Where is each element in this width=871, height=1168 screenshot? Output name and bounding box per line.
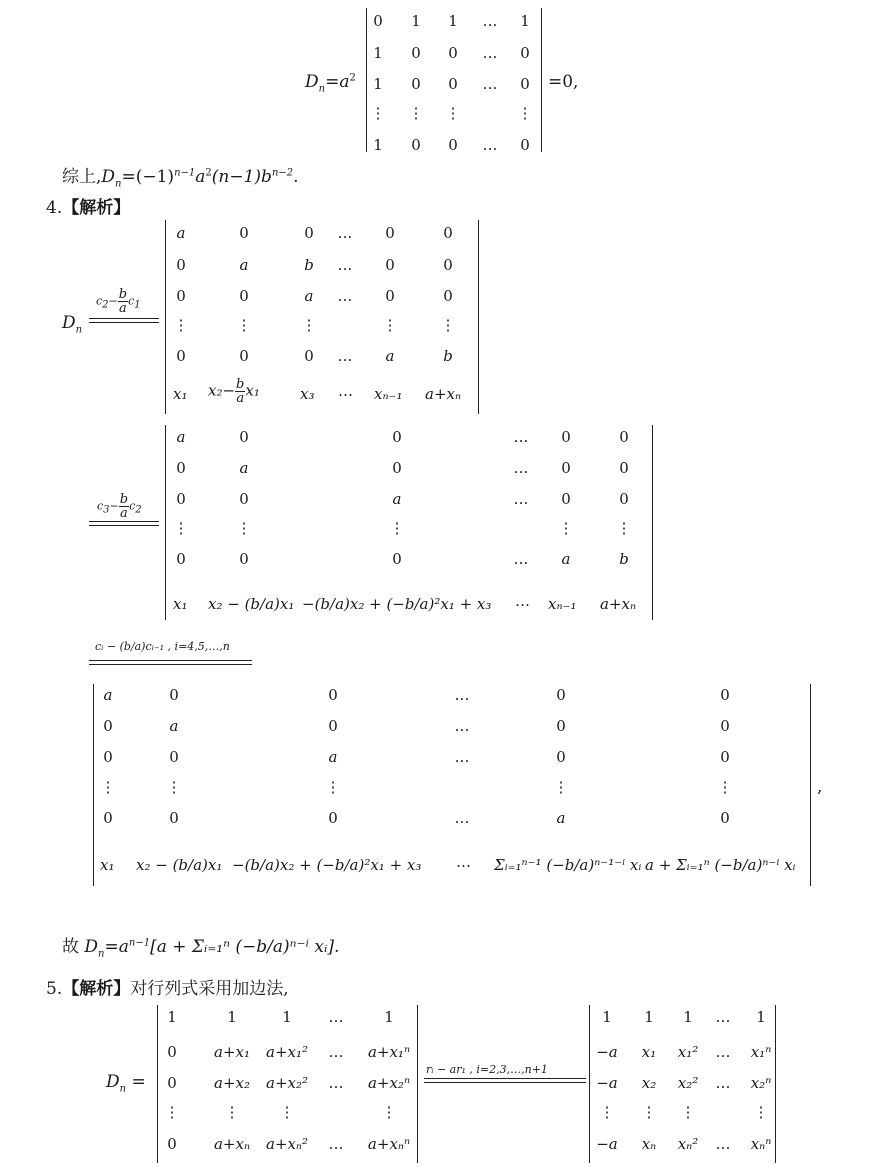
m2-cell: 0 xyxy=(176,490,186,508)
m2-cell: 0 xyxy=(239,428,249,446)
m3-bar-right xyxy=(810,684,811,886)
m4-bar-right xyxy=(417,1005,418,1163)
summary-line: 综上$,D_n=(-1)^{n-1}a^2(n-1)b^{n-2}$. xyxy=(62,167,299,190)
m3-cell: 0 xyxy=(556,686,566,704)
m1-cell: 0 xyxy=(443,287,453,305)
m4b-cell: x₁² xyxy=(677,1043,699,1061)
det-bar-right xyxy=(541,8,542,152)
m4b-cell: xₙⁿ xyxy=(750,1135,772,1153)
m1-cell: a xyxy=(385,347,395,365)
m1-cell: ⋮ xyxy=(236,316,252,334)
m3-cell: 0 xyxy=(556,717,566,735)
eq1-cell: 1 xyxy=(448,12,458,30)
m1-cell: b xyxy=(443,347,453,365)
m2-last-c3: −(b/a)x₂ + (−b/a)²x₁ + x₃ xyxy=(302,595,492,613)
m2-last-c4: … xyxy=(515,592,530,610)
result-line: 故 $D_n=a^{n-1}[a$ + Σᵢ₌₁ⁿ (−b/a)ⁿ⁻ⁱ xᵢ]. xyxy=(62,937,340,960)
m4b-bar-left xyxy=(589,1005,590,1163)
eq1-cell: 0 xyxy=(411,44,421,62)
m1-cell: 0 xyxy=(176,287,186,305)
m3-cell: 0 xyxy=(556,748,566,766)
eq1-cell: 1 xyxy=(373,44,383,62)
m2-cell: a xyxy=(176,428,186,446)
eq1-cell: 0 xyxy=(411,75,421,93)
m4-cell: 1 xyxy=(384,1008,394,1026)
eq1-cell: … xyxy=(482,75,498,93)
eq1-cell: 0 xyxy=(520,75,530,93)
eq1-cell: … xyxy=(482,12,498,30)
m4b-cell: −a xyxy=(596,1074,618,1092)
m1-cell: ⋮ xyxy=(173,316,189,334)
m4b-bar-right xyxy=(775,1005,776,1163)
m1-cell: a xyxy=(239,256,249,274)
m1-eq-bar xyxy=(89,318,159,323)
eq1-cell: 0 xyxy=(411,136,421,154)
m2-last-c6: a+xₙ xyxy=(600,595,637,613)
m4b-cell: ⋮ xyxy=(641,1103,657,1121)
m1-lhs: $D_n$ xyxy=(62,313,83,336)
m1-cell: b xyxy=(304,256,314,274)
m3-cell: 0 xyxy=(720,686,730,704)
m4-cell: 0 xyxy=(167,1074,177,1092)
m3-bar-left xyxy=(93,684,94,886)
m4-cell: a+x₁ⁿ xyxy=(367,1043,411,1061)
m3-cell: 0 xyxy=(328,717,338,735)
m4b-cell: … xyxy=(715,1135,731,1153)
m3-cell: 0 xyxy=(720,748,730,766)
m3-cell: 0 xyxy=(103,809,113,827)
m3-cell: ⋮ xyxy=(166,778,182,796)
m4-cell: a+x₂ xyxy=(214,1074,250,1092)
m2-cell: 0 xyxy=(619,428,629,446)
m2-last-c5: xₙ₋₁ xyxy=(548,595,577,613)
m1-cell: … xyxy=(337,347,353,365)
m4-cell: a+x₂ⁿ xyxy=(367,1074,411,1092)
m3-eq-bar xyxy=(89,660,252,665)
m1-bar-right xyxy=(478,220,479,414)
m4-cell: a+x₁ xyxy=(214,1043,250,1061)
eq1-cell: 0 xyxy=(373,12,383,30)
m1-cell: … xyxy=(337,224,353,242)
m4-cell: … xyxy=(328,1135,344,1153)
m4b-cell: ⋮ xyxy=(753,1103,769,1121)
m4-cell: a+x₁² xyxy=(266,1043,308,1061)
m3-cell: a xyxy=(328,748,338,766)
m4-cell: ⋮ xyxy=(164,1103,180,1121)
m2-last-c1: x₁ xyxy=(173,595,188,613)
m3-cell: … xyxy=(454,748,470,766)
m4b-cell: x₁ xyxy=(641,1043,657,1061)
eq1-cell: 1 xyxy=(411,12,421,30)
det-bar-left xyxy=(366,8,367,152)
m3-cell: 0 xyxy=(720,717,730,735)
m2-cell: 0 xyxy=(176,459,186,477)
m2-cell: 0 xyxy=(239,490,249,508)
m1-cell: 0 xyxy=(176,256,186,274)
m4-cell: ⋮ xyxy=(224,1103,240,1121)
m4-cell: 1 xyxy=(227,1008,237,1026)
m2-cell: b xyxy=(619,550,629,568)
m2-last-c2: x₂ − (b/a)x₁ xyxy=(208,595,295,613)
eq1-cell: 1 xyxy=(373,75,383,93)
m2-bar-right xyxy=(652,425,653,620)
m4-cell: 0 xyxy=(167,1043,177,1061)
eq1-cell: ⋮ xyxy=(445,104,461,122)
m2-cell: ⋮ xyxy=(173,519,189,537)
eq1-cell: 0 xyxy=(448,44,458,62)
m1-last-c6: a+xₙ xyxy=(425,385,462,403)
m4-cell: a+xₙⁿ xyxy=(367,1135,411,1153)
m4b-cell: x₂² xyxy=(677,1074,699,1092)
m3-cell: 0 xyxy=(169,809,179,827)
m2-cell: 0 xyxy=(561,490,571,508)
m2-cell: 0 xyxy=(176,550,186,568)
m1-cell: 0 xyxy=(304,224,314,242)
m4b-cell: xₙ xyxy=(641,1135,657,1153)
m3-cell: 0 xyxy=(169,686,179,704)
eq1-cell: 0 xyxy=(520,44,530,62)
m3-last-c5: Σᵢ₌₁ⁿ⁻¹ (−b/a)ⁿ⁻¹⁻ⁱ xᵢ xyxy=(494,856,642,874)
m4b-cell: 1 xyxy=(602,1008,612,1026)
m4-cell: a+x₂² xyxy=(266,1074,308,1092)
m3-last-c2: x₂ − (b/a)x₁ xyxy=(136,856,223,874)
m1-cell: a xyxy=(176,224,186,242)
m1-last-c4: … xyxy=(338,382,353,400)
m4b-cell: … xyxy=(715,1008,731,1026)
m1-cell: 0 xyxy=(239,347,249,365)
m2-cell: a xyxy=(239,459,249,477)
m1-cell: ⋮ xyxy=(440,316,456,334)
m2-cell: ⋮ xyxy=(389,519,405,537)
m3-cell: 0 xyxy=(720,809,730,827)
m2-cell: ⋮ xyxy=(616,519,632,537)
eq1-cell: 1 xyxy=(520,12,530,30)
m4b-cell: ⋮ xyxy=(680,1103,696,1121)
m2-cell: ⋮ xyxy=(236,519,252,537)
m4b-cell: ⋮ xyxy=(599,1103,615,1121)
m1-cell: a xyxy=(304,287,314,305)
m1-cell: 0 xyxy=(239,224,249,242)
m3-cell: … xyxy=(454,686,470,704)
m2-cell: a xyxy=(392,490,402,508)
m3-cell: a xyxy=(103,686,113,704)
m4b-cell: xₙ² xyxy=(677,1135,699,1153)
m1-last-c1: x₁ xyxy=(173,385,188,403)
eq1-cell: 0 xyxy=(448,75,458,93)
m4-cell: 0 xyxy=(167,1135,177,1153)
m4b-cell: … xyxy=(715,1043,731,1061)
m4b-cell: 1 xyxy=(644,1008,654,1026)
q4-heading: 4.【解析】 xyxy=(46,198,131,218)
eq1-cell: ⋮ xyxy=(408,104,424,122)
eq1-cell: ⋮ xyxy=(517,104,533,122)
m1-bar-left xyxy=(165,220,166,414)
m2-cell: ⋮ xyxy=(558,519,574,537)
m4b-cell: x₂ⁿ xyxy=(750,1074,772,1092)
m1-cell: ⋮ xyxy=(382,316,398,334)
m2-cell: a xyxy=(561,550,571,568)
m2-cell: 0 xyxy=(619,459,629,477)
m4-cell: a+xₙ² xyxy=(265,1135,309,1153)
m4-cell: 1 xyxy=(167,1008,177,1026)
m3-last-c6: a + Σᵢ₌₁ⁿ (−b/a)ⁿ⁻ⁱ xᵢ xyxy=(645,856,796,874)
m3-cell: 0 xyxy=(328,809,338,827)
m1-cell: 0 xyxy=(443,256,453,274)
m3-trail: , xyxy=(817,777,823,797)
m4-op: rᵢ − ar₁ , i=2,3,…,n+1 xyxy=(426,1063,548,1076)
m4-cell: … xyxy=(328,1008,344,1026)
m1-cell: 0 xyxy=(304,347,314,365)
m4b-cell: x₁ⁿ xyxy=(750,1043,772,1061)
m4b-cell: x₂ xyxy=(641,1074,657,1092)
m3-op: cᵢ − (b/a)cᵢ₋₁ , i=4,5,…,n xyxy=(95,640,230,653)
m3-cell: ⋮ xyxy=(325,778,341,796)
m2-cell: 0 xyxy=(619,490,629,508)
eq1-cell: ⋮ xyxy=(370,104,386,122)
m3-last-c4: … xyxy=(456,853,471,871)
m4-cell: 1 xyxy=(282,1008,292,1026)
eq1-cell: 1 xyxy=(373,136,383,154)
m2-cell: 0 xyxy=(392,550,402,568)
m4-cell: ⋮ xyxy=(381,1103,397,1121)
m4-cell: a+xₙ xyxy=(213,1135,251,1153)
eq1-cell: … xyxy=(482,44,498,62)
m3-cell: ⋮ xyxy=(100,778,116,796)
eq1-rhs: =0, xyxy=(548,72,579,92)
eq1-cell: 0 xyxy=(448,136,458,154)
m4-cell: … xyxy=(328,1043,344,1061)
m1-cell: 0 xyxy=(385,224,395,242)
m1-cell: … xyxy=(337,256,353,274)
m3-cell: a xyxy=(169,717,179,735)
m1-op: $c_2-$ $\frac{b}{a}$ $c_1$ xyxy=(96,287,141,316)
m3-cell: … xyxy=(454,809,470,827)
m2-eq-bar xyxy=(89,521,159,526)
eq1-cell: … xyxy=(482,136,498,154)
m4-bar-left xyxy=(157,1005,158,1163)
m3-cell: 0 xyxy=(103,748,113,766)
m4b-cell: 1 xyxy=(683,1008,693,1026)
m1-cell: 0 xyxy=(176,347,186,365)
q5-heading: 5.【解析】对行列式采用加边法, xyxy=(46,979,289,999)
m2-cell: … xyxy=(513,550,529,568)
m2-cell: … xyxy=(513,459,529,477)
m1-last-c3: x₃ xyxy=(300,385,315,403)
m1-cell: 0 xyxy=(385,256,395,274)
m2-cell: 0 xyxy=(392,459,402,477)
m4-eq-bar xyxy=(424,1078,586,1083)
m4b-cell: 1 xyxy=(756,1008,766,1026)
m2-cell: 0 xyxy=(561,459,571,477)
m4-cell: ⋮ xyxy=(279,1103,295,1121)
m3-last-c1: x₁ xyxy=(100,856,115,874)
m3-cell: 0 xyxy=(169,748,179,766)
eq1-cell: 0 xyxy=(520,136,530,154)
m2-cell: … xyxy=(513,428,529,446)
m1-cell: 0 xyxy=(239,287,249,305)
m2-cell: … xyxy=(513,490,529,508)
m3-cell: a xyxy=(556,809,566,827)
m2-op: $c_3-$ $\frac{b}{a}$ $c_2$ xyxy=(97,492,142,521)
m4-lhs: $D_n$ = xyxy=(106,1072,146,1095)
m1-last-c2: x₂− $\frac{b}{a}$ x₁ xyxy=(208,377,260,406)
m1-cell: … xyxy=(337,287,353,305)
m3-cell: … xyxy=(454,717,470,735)
m2-cell: 0 xyxy=(239,550,249,568)
m1-cell: 0 xyxy=(385,287,395,305)
m3-cell: ⋮ xyxy=(717,778,733,796)
m3-cell: 0 xyxy=(103,717,113,735)
m1-last-c5: xₙ₋₁ xyxy=(374,385,403,403)
m4b-cell: −a xyxy=(596,1043,618,1061)
m1-cell: 0 xyxy=(443,224,453,242)
m3-last-c3: −(b/a)x₂ + (−b/a)²x₁ + x₃ xyxy=(232,856,422,874)
m4b-cell: −a xyxy=(596,1135,618,1153)
m1-cell: ⋮ xyxy=(301,316,317,334)
eq1-lhs: $D_n=a^2$ xyxy=(305,72,356,95)
m3-cell: ⋮ xyxy=(553,778,569,796)
m3-cell: 0 xyxy=(328,686,338,704)
m4b-cell: … xyxy=(715,1074,731,1092)
m2-cell: 0 xyxy=(561,428,571,446)
m2-bar-left xyxy=(165,425,166,620)
m4-cell: … xyxy=(328,1074,344,1092)
m2-cell: 0 xyxy=(392,428,402,446)
